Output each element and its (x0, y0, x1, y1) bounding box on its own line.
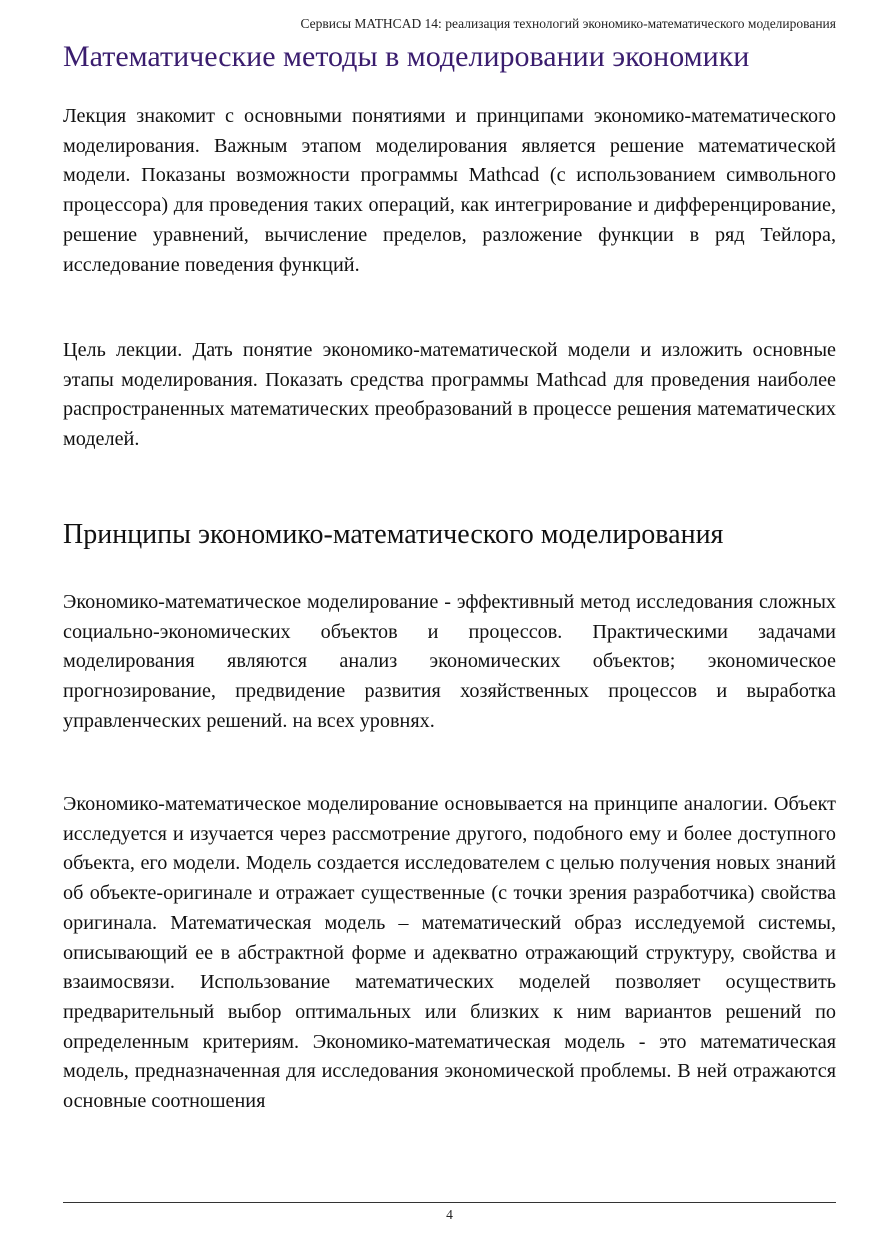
section-title: Принципы экономико-математического моделирования (63, 519, 724, 550)
intro-paragraph: Лекция знакомит с основными понятиями и принципами экономико-математического моделирования. Важным этапом моделирования является решение математической модели. Показаны возможности программы Mathcad (с использованием символьного процессора) для проведения таких операций, как интегрирование и дифференцирование, решение уравнений, вычисление пределов, разложение функции в ряд Тейлора, исследование поведения функций. (63, 105, 836, 276)
page-number: 4 (446, 1207, 453, 1222)
lecture-goal-paragraph: Цель лекции. Дать понятие экономико-математической модели и изложить основные этапы моделирования. Показать средства программы Mathcad для проведения наиболее распространенных математических преобразований в процессе решения математических моделей. (63, 339, 836, 451)
document-page (63, 0, 836, 1241)
section-paragraph-2: Экономико-математическое моделирование основывается на принципе аналогии. Объект исследуется и изучается через рассмотрение другого, подобного ему и более доступного объекта, его модели. Модель создается исследователем с целью получения новых знаний об объекте-оригинале и отражает существенные (с точки зрения разработчика) свойства оригинала. Математическая модель – математический образ исследуемой системы, описывающий ее в абстрактной форме и адекватно отражающий структуру, свойства и взаимосвязи. Использование математических моделей позволяет осуществить предварительный выбор оптимальных или близких к ним вариантов решений по определенным критериям. Экономико-математическая модель - это математическая модель, предназначенная для исследования экономической проблемы. В ней отражаются основные соотношения (63, 793, 836, 1113)
footer-divider (63, 1202, 836, 1203)
section-paragraph-1: Экономико-математическое моделирование - эффективный метод исследования сложных социально-экономических объектов и процессов. Практическими задачами моделирования являются анализ экономических объектов; экономическое прогнозирование, предвидение развития хозяйственных процессов и выработка управленческих решений. на всех уровнях. (63, 591, 836, 732)
running-header: Сервисы MATHCAD 14: реализация технологий экономико-математического моделирования (300, 16, 836, 31)
page-title: Математические методы в моделировании экономики (63, 40, 750, 73)
